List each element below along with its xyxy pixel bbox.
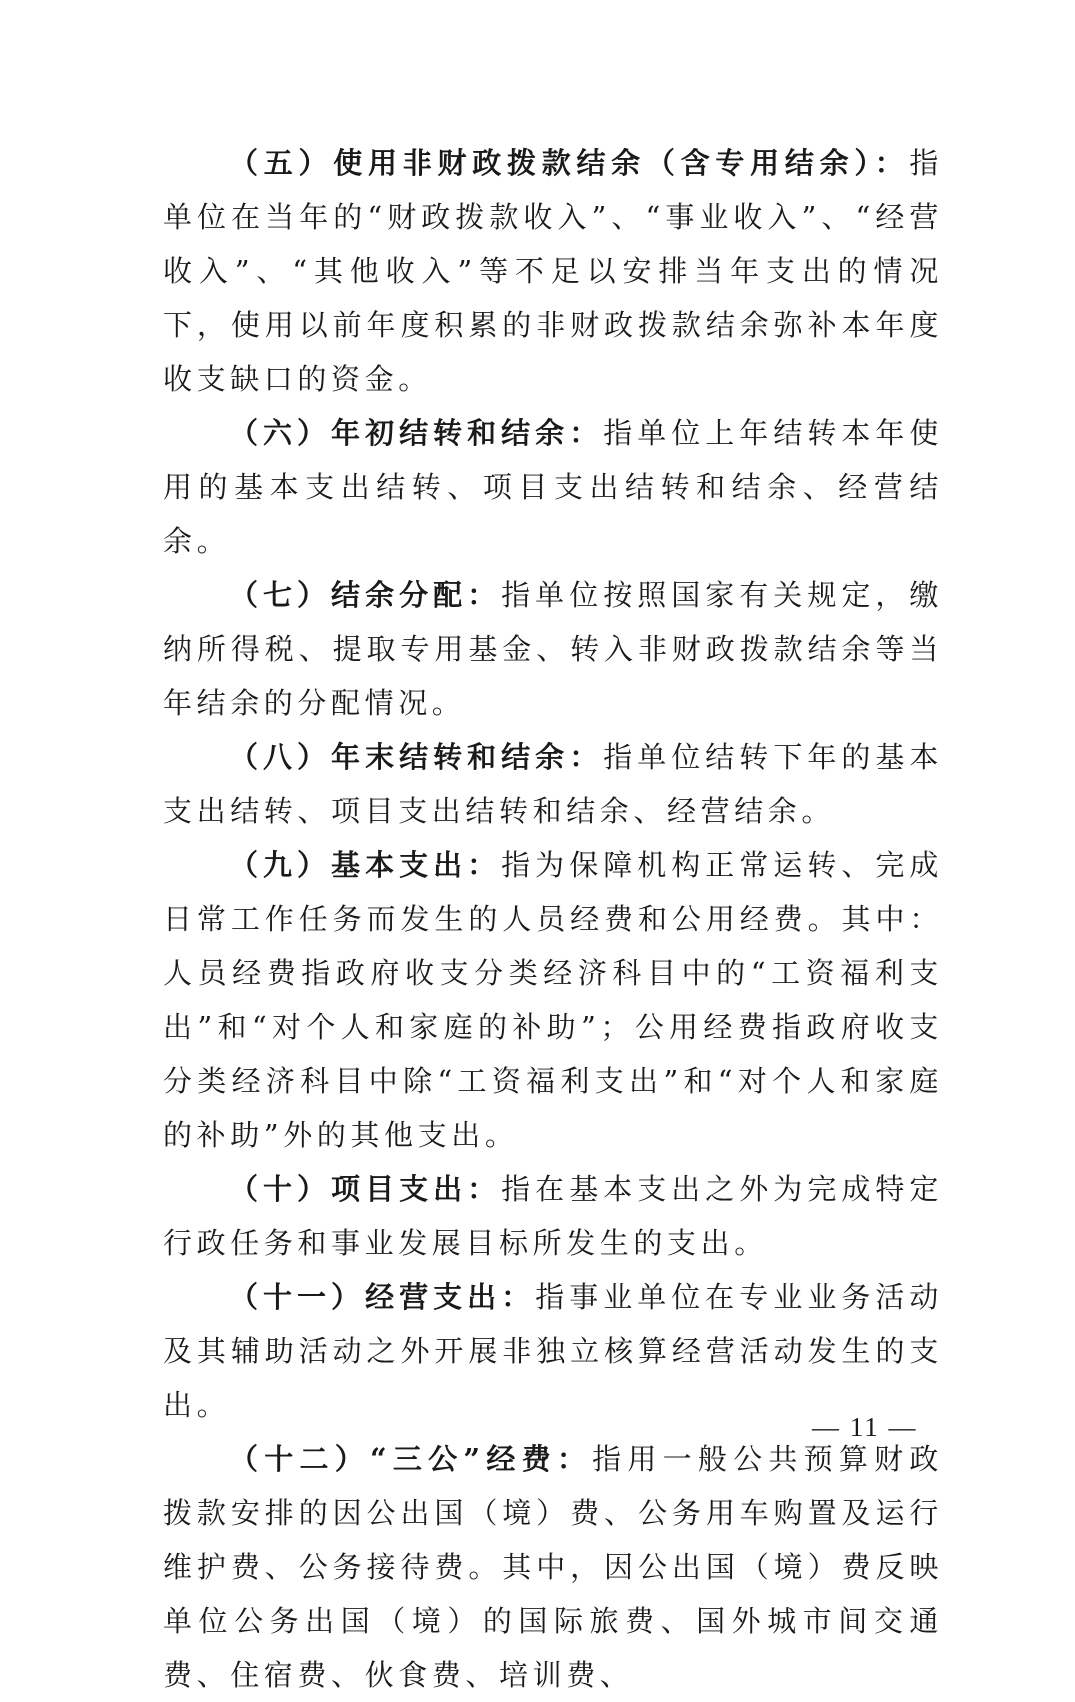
term-9: （九）基本支出： <box>229 848 502 882</box>
document-body <box>163 136 943 1702</box>
definition-8: 指单位结转下年的基本支出结转、项目支出结转和结余、经营结余。 <box>163 740 943 828</box>
paragraph-6 <box>163 406 943 568</box>
term-11: （十一）经营支出： <box>229 1280 536 1314</box>
definition-5: 指单位在当年的“财政拨款收入”、“事业收入”、“经营收入”、“其他收入”等不足以安排当年支出的情况下，使用以前年度积累的非财政拨款结余弥补本年度收支缺口的资金。 <box>163 146 943 396</box>
definition-11: 指事业单位在专业业务活动及其辅助活动之外开展非独立核算经营活动发生的支出。 <box>163 1280 944 1422</box>
paragraph-5 <box>163 136 943 406</box>
definition-10: 指在基本支出之外为完成特定行政任务和事业发展目标所发生的支出。 <box>163 1172 943 1260</box>
paragraph-8 <box>163 730 943 838</box>
definition-6: 指单位上年结转本年使用的基本支出结转、项目支出结转和结余、经营结余。 <box>163 416 943 558</box>
term-5: （五）使用非财政拨款结余（含专用结余）： <box>229 146 910 180</box>
paragraph-12 <box>163 1432 943 1702</box>
paragraph-11 <box>163 1270 943 1432</box>
term-10: （十）项目支出： <box>229 1172 502 1206</box>
paragraph-10 <box>163 1162 943 1270</box>
page-number: — 11 — <box>812 1412 918 1442</box>
term-7: （七）结余分配： <box>229 578 502 612</box>
definition-9: 指为保障机构正常运转、完成日常工作任务而发生的人员经费和公用经费。其中：人员经费指政府收支分类经济科目中的“工资福利支出”和“对个人和家庭的补助”；公用经费指政府收支分类经济科目中除“工资福利支出”和“对个人和家庭的补助”外的其他支出。 <box>163 848 943 1152</box>
definition-12: 指用一般公共预算财政拨款安排的因公出国（境）费、公务用车购置及运行维护费、公务接待费。其中，因公出国（境）费反映单位公务出国（境）的国际旅费、国外城市间交通费、住宿费、伙食费、培训费、 <box>163 1442 943 1692</box>
term-6: （六）年初结转和结余： <box>229 416 604 450</box>
paragraph-7 <box>163 568 943 730</box>
paragraph-9 <box>163 838 943 1162</box>
term-8: （八）年末结转和结余： <box>229 740 604 774</box>
definition-7: 指单位按照国家有关规定，缴纳所得税、提取专用基金、转入非财政拨款结余等当年结余的分配情况。 <box>163 578 943 720</box>
term-12: （十二）“三公”经费： <box>229 1442 593 1476</box>
